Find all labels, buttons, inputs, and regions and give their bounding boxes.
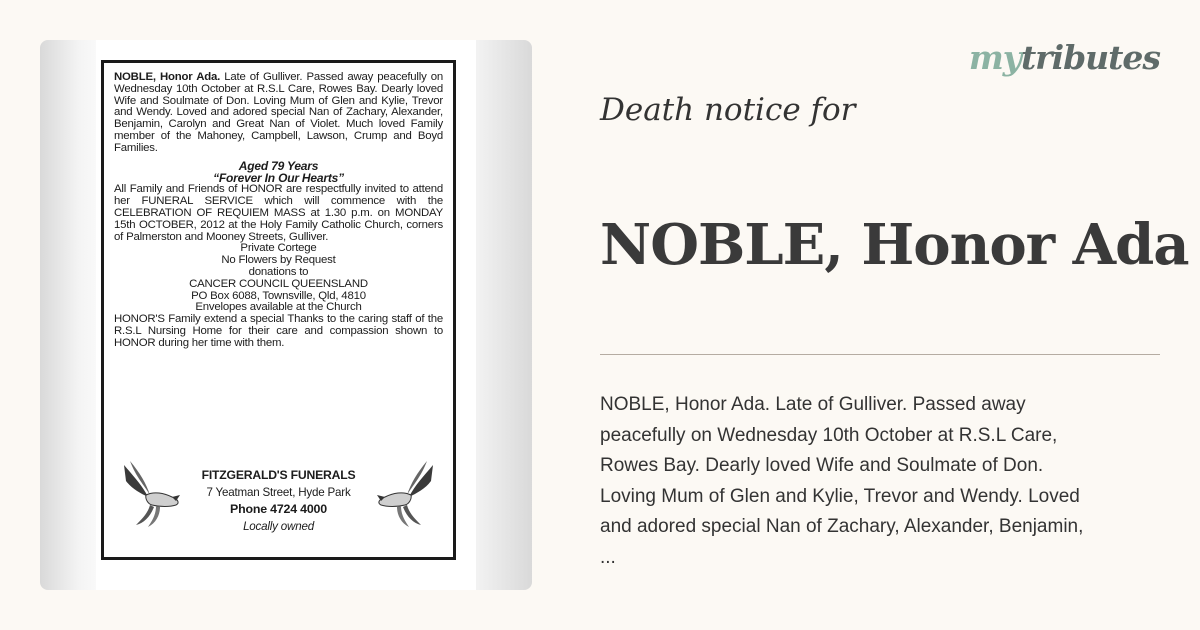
notice-age: Aged 79 Years (238, 158, 319, 173)
newspaper-clipping (96, 40, 476, 590)
notice-donations: donations to (248, 265, 309, 278)
logo-part-tributes: tributes (1020, 38, 1160, 77)
notice-envelopes: Envelopes available at the Church (195, 301, 362, 314)
mytributes-logo[interactable] (969, 38, 1160, 77)
excerpt-line: ... (600, 546, 616, 568)
dove-icon (375, 459, 437, 529)
excerpt-line: NOBLE, Honor Ada. Late of Gulliver. Passed away (600, 394, 1026, 415)
notice-flowers: No Flowers by Request (221, 254, 336, 267)
notice-motto: “Forever In Our Hearts” (213, 170, 344, 185)
notice-service: All Family and Friends of HONOR are respectfully invited to attend her FUNERAL SERVICE which will commence with the CELEBRATION OF REQUIEM MASS at 1.30 p.m. on MONDAY 15th OCTOBER, 2012 at the Holy Family Catholic Church, corners of Palmerston and Mooney Streets, Gulliver. (114, 183, 443, 243)
notice-address: PO Box 6088, Townsville, Qld, 4810 (191, 289, 366, 302)
notice-excerpt (600, 390, 1180, 573)
excerpt-line: Rowes Bay. Dearly loved Wife and Soulmate of Don. (600, 455, 1044, 476)
dove-icon (120, 459, 182, 529)
notice-cortege: Private Cortege (240, 242, 317, 255)
funeral-home-block (114, 457, 443, 543)
notice-name: NOBLE, Honor Ada. (114, 71, 221, 83)
funeral-home-phone: Phone 4724 4000 (230, 502, 327, 516)
excerpt-line: and adored special Nan of Zachary, Alexander, Benjamin, (600, 516, 1084, 537)
funeral-home-name: FITZGERALD'S FUNERALS (201, 468, 356, 482)
notice-body (114, 72, 443, 155)
notice-intro: Late of Gulliver. Passed away peacefully on Wednesday 10th October at R.S.L Care, Rowes Bay. Dearly loved Wife and Soulmate of Don. Loving Mum of Glen and Kylie, Trevor and Wendy. Loved and adored special Nan of Zachary, Alexander, Benjamin, Carolyn and Great Nan of Violet. Much loved Family member of the Mahoney, Campbell, Lawson, Crump and Boyd Families. (114, 71, 443, 154)
notice-charity: CANCER COUNCIL QUEENSLAND (189, 277, 368, 290)
notice-thanks: HONOR'S Family extend a special Thanks to the caring staff of the R.S.L Nursing Home for their care and compassion shown to HONOR during her time with them. (114, 313, 443, 349)
excerpt-line: peacefully on Wednesday 10th October at R.S.L Care, (600, 424, 1058, 446)
divider (600, 354, 1160, 355)
funeral-home-tagline: Locally owned (243, 520, 314, 533)
page-subtitle: Death notice for (600, 92, 856, 128)
death-notice-box (101, 60, 456, 560)
excerpt-line: Loving Mum of Glen and Kylie, Trevor and Wendy. Loved (600, 485, 1080, 507)
page-title: NOBLE, Honor Ada (600, 212, 1189, 278)
funeral-home-details (184, 467, 373, 535)
logo-part-my: my (968, 38, 1021, 77)
notice-image-card (40, 40, 532, 590)
funeral-home-street: 7 Yeatman Street, Hyde Park (206, 486, 351, 499)
